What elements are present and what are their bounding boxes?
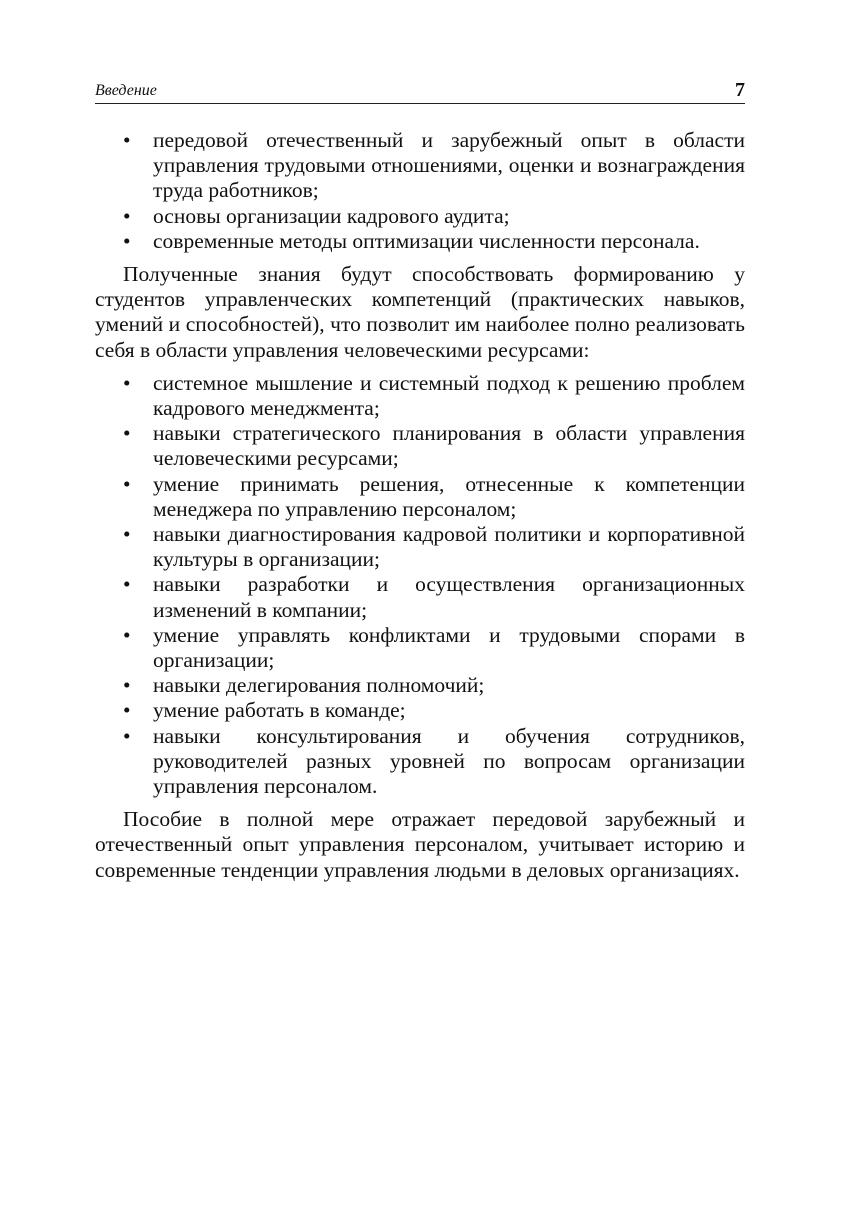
running-header bbox=[95, 78, 745, 104]
list-item: • умение работать в команде; bbox=[95, 698, 745, 723]
list-item: • умение принимать решения, отнесенные к компетенции менеджера по управлению персоналом; bbox=[95, 472, 745, 522]
competencies-list bbox=[95, 371, 745, 799]
body-text bbox=[95, 128, 745, 883]
knowledge-list bbox=[95, 128, 745, 254]
list-item: • умение управлять конфликтами и трудовыми спорами в организации; bbox=[95, 623, 745, 673]
list-item: • основы организации кадрового аудита; bbox=[95, 204, 745, 229]
paragraph: Пособие в полной мере отражает передовой зарубежный и отечественный опыт управления персоналом, учитывает историю и современные тенденции управления людьми в деловых организациях. bbox=[95, 807, 745, 882]
list-item: • навыки разработки и осуществления организационных изменений в компании; bbox=[95, 572, 745, 622]
list-item: • современные методы оптимизации численности персонала. bbox=[95, 229, 745, 254]
list-item: • навыки консультирования и обучения сотрудников, руководителей разных уровней по вопросам организации управления персоналом. bbox=[95, 724, 745, 800]
paragraph: Полученные знания будут способствовать формированию у студентов управленческих компетенций (практических навыков, умений и способностей), что позволит им наиболее полно реализовать себя в области управления человеческими ресурсами: bbox=[95, 262, 745, 362]
list-item: • навыки делегирования полномочий; bbox=[95, 673, 745, 698]
book-page bbox=[95, 78, 745, 883]
section-title: Введение bbox=[95, 82, 157, 99]
list-item: • системное мышление и системный подход к решению проблем кадрового менеджмента; bbox=[95, 371, 745, 421]
page-number: 7 bbox=[735, 79, 745, 101]
list-item: • навыки стратегического планирования в области управления человеческими ресурсами; bbox=[95, 421, 745, 471]
list-item: • передовой отечественный и зарубежный опыт в области управления трудовыми отношениями, оценки и вознаграждения труда работников; bbox=[95, 128, 745, 204]
list-item: • навыки диагностирования кадровой политики и корпоративной культуры в организации; bbox=[95, 522, 745, 572]
